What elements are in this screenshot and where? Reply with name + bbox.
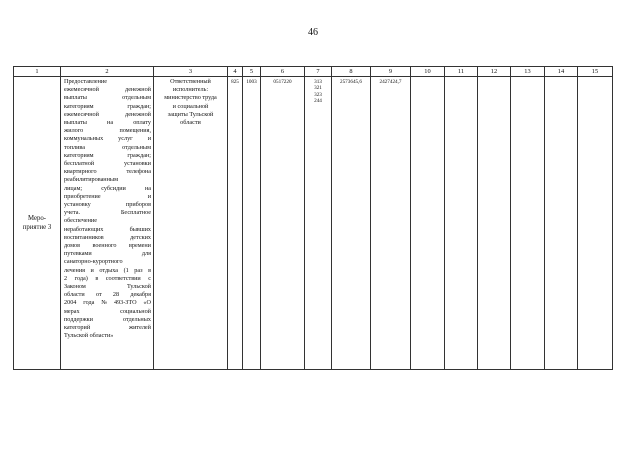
cell-col9: 2427424,7: [371, 77, 411, 370]
description-line: квартирного телефона: [64, 168, 151, 176]
description-line: путевками для: [64, 250, 151, 258]
cell-col4: 825: [228, 77, 243, 370]
description-line: ежемесячной денежной: [64, 110, 151, 118]
executor-line: Ответственный: [170, 78, 211, 85]
description-line: 2 года) в соответствии с: [64, 274, 151, 282]
column-number: 12: [478, 67, 511, 77]
executor-line: и социальной: [172, 102, 209, 110]
description-line: категорий жителей: [64, 324, 151, 332]
description-line: мерах социальной: [64, 307, 151, 315]
cell-col7-line: 244: [314, 98, 322, 105]
description-line: домов военного времени: [64, 242, 151, 250]
column-number: 2: [61, 67, 154, 77]
cell-col14: [545, 77, 578, 370]
activity-label: [14, 77, 61, 370]
description-line: приобретение и: [64, 192, 151, 200]
cell-col10: [411, 77, 445, 370]
column-number: 9: [371, 67, 411, 77]
document-table: [13, 66, 613, 370]
description-line: жилого помещения,: [64, 127, 151, 135]
column-number: 5: [243, 67, 261, 77]
column-number: 3: [154, 67, 228, 77]
description-line: выплаты на оплату: [64, 119, 151, 127]
description-line: установку приборов: [64, 201, 151, 209]
column-number-row: [14, 67, 613, 77]
description-line: лечения и отдыха (1 раз в: [64, 266, 151, 274]
description-line: ежемесячной денежной: [64, 86, 151, 94]
column-number: 11: [445, 67, 478, 77]
column-number: 7: [305, 67, 332, 77]
cell-col15: [578, 77, 613, 370]
column-number: 13: [511, 67, 545, 77]
cell-col6: 0517220: [261, 77, 305, 370]
executor-line: министерство труда: [164, 94, 217, 102]
cell-col8: 2573645,6: [332, 77, 371, 370]
description-line: области от 28 декабря: [64, 291, 151, 299]
description-line: Законом Тульской: [64, 283, 151, 291]
column-number: 1: [14, 67, 61, 77]
description-line: коммунальных услуг и: [64, 135, 151, 143]
description-line: категориям граждан;: [64, 102, 151, 110]
table-row: [14, 77, 613, 370]
description-line: выплаты отдельным: [64, 94, 151, 102]
activity-label-line: приятие 3: [22, 224, 52, 231]
responsible-executor: [154, 77, 228, 370]
executor-line: области: [180, 119, 201, 127]
page-number: 46: [308, 27, 318, 38]
cell-col7: [305, 77, 332, 370]
column-number: 4: [228, 67, 243, 77]
cell-col7-line: 323: [314, 91, 322, 98]
description-line: лицам; субсидии на: [64, 184, 151, 192]
description-line: неработающих бывших: [64, 225, 151, 233]
description-line: воспитанников детских: [64, 233, 151, 241]
column-number: 15: [578, 67, 613, 77]
description-line: категориям граждан;: [64, 151, 151, 159]
cell-col7-line: 321: [314, 85, 322, 92]
description-line: реабилитированным: [64, 176, 119, 184]
cell-col11: [445, 77, 478, 370]
description-line: топлива отдельным: [64, 143, 151, 151]
cell-col7-line: 313: [314, 79, 322, 85]
description-line: санаторно-курортного: [64, 258, 123, 266]
cell-col12: [478, 77, 511, 370]
column-number: 8: [332, 67, 371, 77]
description-line: учета. Бесплатное: [64, 209, 151, 217]
description-line: обеспечение: [64, 217, 97, 225]
description-line: бесплатной установки: [64, 160, 151, 168]
cell-col5: 1003: [243, 77, 261, 370]
description-line: 2004 года № 493-ЗТО «О: [64, 299, 151, 307]
activity-label-line: Меро-: [27, 215, 47, 222]
executor-line: защиты Тульской: [167, 110, 214, 118]
column-number: 14: [545, 67, 578, 77]
column-number: 10: [411, 67, 445, 77]
activity-description: [61, 77, 154, 370]
description-line: Предоставление: [64, 78, 107, 85]
description-line: Тульской области»: [64, 332, 114, 340]
cell-col13: [511, 77, 545, 370]
column-number: 6: [261, 67, 305, 77]
executor-line: исполнитель:: [172, 86, 209, 94]
description-line: поддержки отдельных: [64, 315, 151, 323]
